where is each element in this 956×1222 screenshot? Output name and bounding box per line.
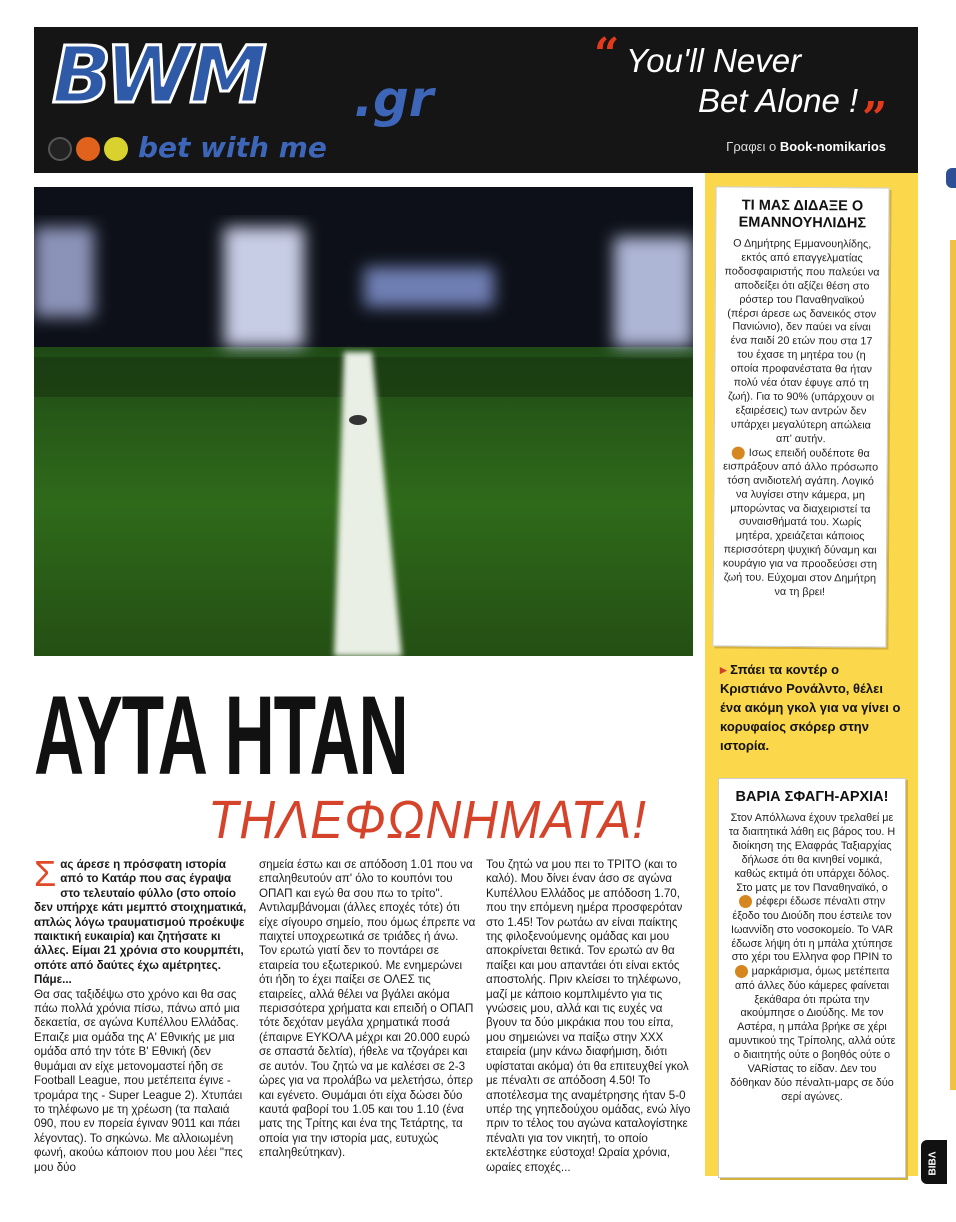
byline-author: Book-nomikarios [779, 139, 886, 154]
stadium-photo [34, 187, 693, 656]
headline-subtitle: ΤΗΛΕΦΩΝΗΜΑΤΑ! [208, 790, 647, 850]
article-column-2 [259, 858, 477, 1161]
sidebar-box-apollon [718, 778, 906, 1178]
box2-title: ΒΑΡΙΑ ΣΦΑΓΗ-ΑΡΧΙΑ! [735, 789, 889, 805]
sidebar-box-emmanouilidis [712, 186, 889, 647]
page-edge-marker [946, 168, 956, 188]
motto-line-1: You'll Never [626, 42, 802, 79]
headline-main: ΑΥΤΑ ΗΤΑΝ [34, 673, 408, 798]
box1-body [714, 231, 889, 600]
box1-paragraph-1: Ο Δημήτρης Εμμανουηλίδης, εκτός από επαγγελματίας ποδοσφαιριστής που παλεύει να αποδείξει ότι αξίζει θέση στο ρόστερ του Παναθηναϊκού (πέρσι άρεσε ως δανεικός στον Πανιώνιο), δεν παύει να είναι ένα παιδί 20 ετών που στα 17 του έχασε τη μητέρα του (η οποία προφανέστατα θα ήταν πολύ νέα όταν έφυγε από τη ζωή). Για το 90% (υπάρχουν οι εξαιρέσεις) των αντρών δεν υπάρχει μεγαλύτερη απώλεια απ' αυτήν. [724, 237, 880, 445]
article-col1-body: Θα σας ταξιδέψω στο χρόνο και θα σας πάω πολλά χρόνια πίσω, πάνω από μια δεκαετία, σε αγώνα Κυπέλλου Ελλάδας. Επαιζε μια ομάδα της Α' Εθνικής με μια ομάδα από την τότε Β' Εθνική (δεν θυμάμαι αν είχε μετονομαστεί ήδη σε Football League, που μετέπειτα έγινε - τρομάρα της - Super League 2). Χτυπάει το τηλέφωνο με τη χρέωση (τα παλαιά 090, που εν πορεία έγιναν 9011 και πάει λέγοντας). Το σηκώνω. Με αλλοιωμένη φωνή, ακούω κάποιον που μου λέει "πες μου δύο [34, 987, 243, 1174]
basketball-icon [76, 137, 100, 161]
article-column-1 [34, 853, 249, 1175]
tennis-ball-icon [104, 137, 128, 161]
drop-cap: Σ [34, 853, 57, 894]
box2-paragraph-1: Στον Απόλλωνα έχουν τρελαθεί με τα διαιτητικά λάθη εις βάρος του. Η διοίκηση της Ελαφράς Ταξιαρχίας δήλωσε ότι θα κινηθεί νομικά, καθώς εκτιμά ότι υπάρχει δόλος. Στο ματς με τον Παναθηναϊκό, ο [728, 812, 896, 894]
box2-paragraph-2: ρέφερι έδωσε πέναλτι στην έξοδο του Διούδη που έστειλε τον Ιωαννίδη στο νοσοκομείο. Το VAR έδωσε λήψη ότι η μπάλα χτύπησε στο χέρι του Ελληνα φορ ΠΡΙΝ το [730, 895, 894, 964]
motto-line-2: Bet Alone ! [698, 82, 859, 119]
bullet-icon [739, 895, 752, 908]
page-tab-label: ΒΙΒΛ [927, 1151, 939, 1176]
masthead-banner [34, 27, 918, 173]
logo-domain-suffix: .gr [354, 70, 434, 128]
article-col2-body: σημεία έστω και σε απόδοση 1.01 που να επαληθευτούν απ' όλο το κουπόνι του ΟΠΑΠ και εγώ θα σου πω το τρίτο". Αντιλαμβάνομαι (άλλες εποχές τότε) ότι είχε σίγουρο σημείο, που όμως έπρεπε να παιχτεί υποχρεωτικά σε τριάδες ή άνω. Τον ερωτώ γιατί δεν το ποντάρει σε εταιρεία του εξωτερικού. Με ενημερώνει ότι ήδη το έχει παίξει σε ΟΛΕΣ τις εταιρείες, αλλά θέλει να βγάλει ακόμα περισσότερα χρήματα και επειδή ο ΟΠΑΠ τότε δεχόταν μεγάλα χρηματικά ποσά (έπαιρνε ΕΥΚΟΛΑ μέχρι και 20.000 ευρώ σε σπαστά δελτία), ήθελε να τζογάρει και σε αυτόν. Του ζητώ να με καλέσει σε 2-3 ώρες για να προλάβω να μελετήσω, όπερ και εγένετο. Θυμάμαι ότι είχα δώσει δύο καυτά φαβορί του 1.05 και του 1.10 (ένα ματς της Τρίτης και ένα της Τετάρτης, τα οποία για την ιστορία μας, ευτυχώς επαληθεύτηκαν). [259, 858, 476, 1160]
pullquote-text: Σπάει τα κοντέρ ο Κριστιάνο Ρονάλντο, θέλει ένα ακόμη γκολ για να γίνει ο κορυφαίος σκόρερ στην ιστορία. [720, 662, 901, 753]
logo-wordmark[interactable]: BWM [52, 31, 265, 121]
box1-title: ΤΙ ΜΑΣ ΔΙΔΑΞΕ Ο ΕΜΑΝΝΟΥΗΛΙΔΗΣ [738, 197, 867, 232]
article-lead: ας άρεσε η πρόσφατη ιστορία από το Κατάρ που σας έγραψα στο τελευταίο φύλλο (στο οποίο δεν υπήρχε κάτι μεμπτό στοιχηματικά, απλώς λόγω τραυματισμού προέκυψε παικτική ευκαιρία) και ζητήσατε κι άλλες. Είμαι 21 χρόνια στο κουρμπέτι, οπότε από δαύτες έχω αμέτρητες. Πάμε... [34, 858, 247, 987]
article-col3-body: Του ζητώ να μου πει το ΤΡΙΤΟ (και το καλό). Μου δίνει έναν άσο σε αγώνα Κυπέλλου Ελλάδος με απόδοση 1.70, που την επόμενη ημέρα προσφερόταν στο 1.45! Τον ρωτάω αν είναι παίκτης της φιλοξενούμενης ομάδας και μου αποκρίνεται θετικά. Τον ερωτώ αν θα παίξει και μου απαντάει ότι είναι εκτός αποστολής. Πριν κλείσει το τηλέφωνο, μαζί με κάποιο κομπλιμέντο για τις γνώσεις μου, αλλά και τις ευχές να βγουν τα δύο μικράκια που του είπα, μου σημειώνει να παίξω στην ΧΧΧ εταιρεία (μην κάνω διαφήμιση, διότι υφίσταται ακόμα) ότι θα επιτευχθεί γκολ με πέναλτι σε απόδοση 4.50! Το αποτέλεσμα της αναμέτρησης ήταν 5-0 υπέρ της γηπεδούχου ομάδας, ενώ λίγο πριν το τέλος του αγώνα καταλογίστηκε πέναλτι για τον νικητή, το οποίο εκτελέστηκε εύστοχα! Ωραία χρόνια, ωραίες εποχές... [486, 858, 691, 1174]
page-edge-strip [950, 240, 956, 1090]
football-icon [48, 137, 72, 161]
page-tab [921, 1140, 947, 1184]
triangle-bullet-icon: ▸ [720, 662, 727, 677]
pullquote [720, 660, 904, 755]
stadium-photo-graphic [34, 187, 693, 656]
motto-close-quote: ” [862, 93, 888, 144]
bullet-icon [735, 965, 748, 978]
logo-subtitle: bet with me [138, 131, 327, 164]
byline [726, 139, 886, 154]
box1-paragraph-2: Ισως επειδή ουδέποτε θα εισπράξουν από άλλο πρόσωπο τόση ανιδιοτελή αγάπη. Λογικό να λυγίσει στην κάμερα, μη μπορώντας να διαχειριστεί τα συναισθήματά του. Χωρίς μητέρα, χρειάζεται κάποιος περισσότερη ψυχική δύναμη και κουράγιο για να προοδεύσει στη ζωή του. Εύχομαι στον Δημήτρη να τη βρει! [722, 446, 879, 599]
article-column-3 [486, 858, 696, 1175]
byline-prefix: Γραφει ο [726, 139, 777, 154]
motto-open-quote: “ [594, 29, 620, 80]
box2-body [719, 806, 905, 1105]
bullet-icon [732, 446, 745, 459]
box2-paragraph-3: μαρκάρισμα, όμως μετέπειτα από άλλες δύο κάμερες φαίνεται ξεκάθαρα ότι πρώτα την ακούμπησε ο Διούδης. Με τον Αστέρα, η μπάλα βρήκε σε χέρι αμυντικού της Τρίπολης, αλλά ούτε ο διαιτητής ούτε ο βοηθός ούτε ο VARίστας το είδαν. Δεν του δόθηκαν δύο πέναλτι-μαρς σε δύο σερί αγώνες. [728, 965, 896, 1103]
